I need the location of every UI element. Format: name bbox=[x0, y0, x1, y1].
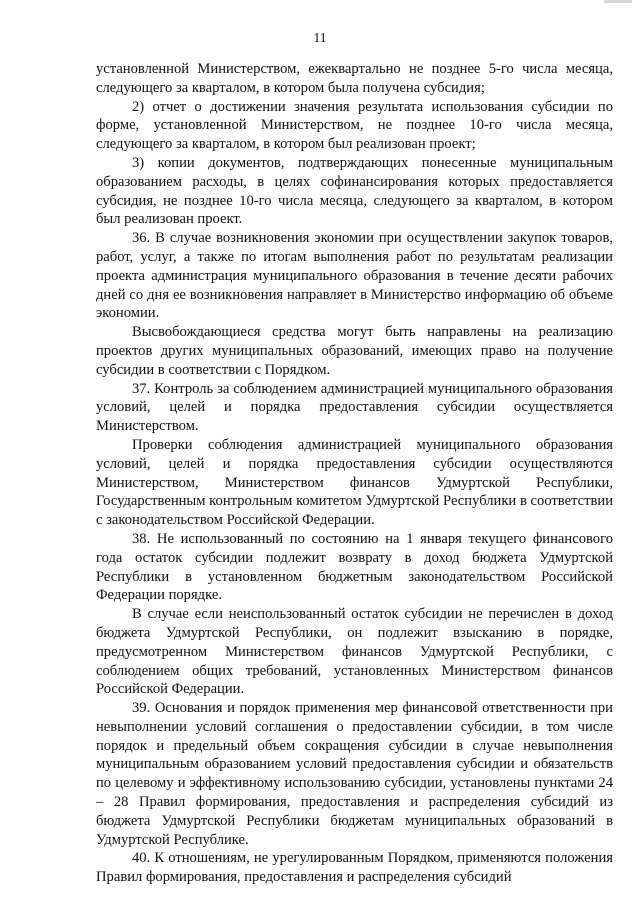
paragraph-item-3: 3) копии документов, подтверждающих понесенные муниципальным образованием расходы, в целях софинансирования которых предоставляется субсидия, не позднее 10-го числа месяца, следующего за кварталом, в котором был реализован проект. bbox=[96, 154, 613, 228]
paragraph-37-cont: Проверки соблюдения администрацией муниципального образования условий, целей и порядка предоставления субсидии осуществляются Министерством, Министерством финансов Удмуртской Республики, Государственным контрольным комитетом Удмуртской Республики в соответствии с законодательством Российской Федерации. bbox=[96, 436, 613, 529]
document-body bbox=[96, 60, 613, 887]
paragraph-38: 38. Не использованный по состоянию на 1 января текущего финансового года остаток субсидии подлежит возврату в доход бюджета Удмуртской Республики в установленном бюджетным законодательством Российской Федерации порядке. bbox=[96, 530, 613, 604]
page-number: 11 bbox=[313, 30, 327, 45]
scan-artifact-mark bbox=[604, 0, 632, 3]
paragraph-40: 40. К отношениям, не урегулированным Порядком, применяются положения Правил формирования, предоставления и распределения субсидий bbox=[96, 850, 613, 886]
paragraph-38-cont: В случае если неиспользованный остаток субсидии не перечислен в доход бюджета Удмуртской Республики, он подлежит взысканию в порядке, предусмотренном Министерством финансов Удмуртской Республики, с соблюдением общих требований, установленных Министерством финансов Российской Федерации. bbox=[96, 606, 613, 698]
paragraph-36-cont: Высвобождающиеся средства могут быть направлены на реализацию проектов других муниципальных образований, имеющих право на получение субсидии в соответствии с Порядком. bbox=[96, 324, 613, 378]
paragraph-item-2: 2) отчет о достижении значения результата использования субсидии по форме, установленной Министерством, не позднее 10-го числа месяца, следующего за кварталом, в котором был реализован проект; bbox=[96, 98, 613, 153]
paragraph-39: 39. Основания и порядок применения мер финансовой ответственности при невыполнении условий соглашения о предоставлении субсидии, в том числе порядок и предельный объем сокращения субсидии в случае невыполнения муниципальным образованием условий предоставления субсидии и обязательств по целевому и эффективному использованию субсидии, установлены пунктами 24 – 28 Правил формирования, предоставления и распределения субсидий из бюджета Удмуртской Республики бюджетам муниципальных образований в Удмуртской Республике. bbox=[96, 700, 613, 848]
paragraph-36: 36. В случае возникновения экономии при осуществлении закупок товаров, работ, услуг, а также по итогам выполнения работ по результатам реализации проекта администрация муниципального образования в течение десяти рабочих дней со дня ее возникновения направляет в Министерство информацию об объеме экономии. bbox=[96, 230, 613, 322]
paragraph-continuation: установленной Министерством, ежеквартально не позднее 5-го числа месяца, следующего за кварталом, в котором была получена субсидия; bbox=[96, 61, 613, 96]
paragraph-37: 37. Контроль за соблюдением администрацией муниципального образования условий, целей и порядка предоставления субсидии осуществляется Министерством. bbox=[96, 380, 613, 435]
